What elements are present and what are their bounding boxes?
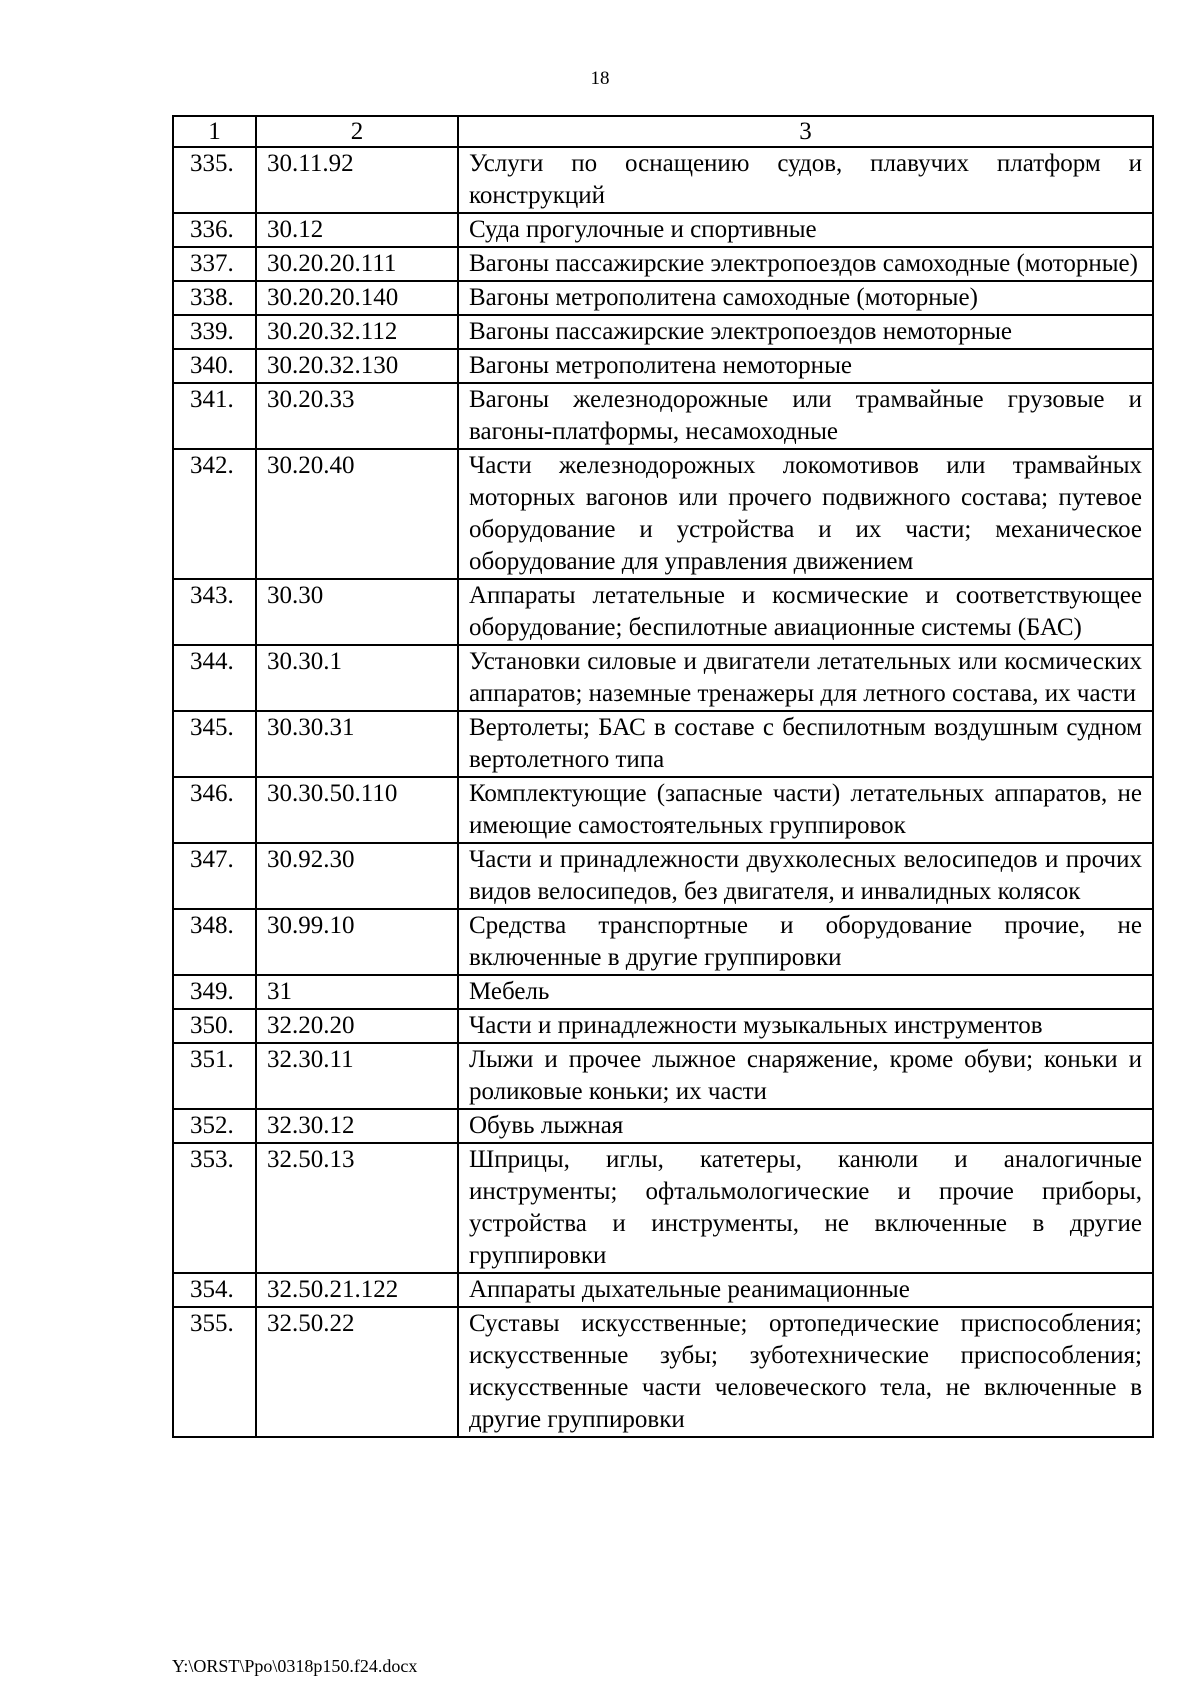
- row-description: Мебель: [458, 975, 1153, 1009]
- row-description: Средства транспортные и оборудование прочие, не включенные в другие группировки: [458, 909, 1153, 975]
- row-code: 32.50.13: [256, 1143, 458, 1273]
- row-number: 352.: [173, 1109, 256, 1143]
- table-row: [173, 777, 1153, 843]
- row-description: Вертолеты; БАС в составе с беспилотным воздушным судном вертолетного типа: [458, 711, 1153, 777]
- table-row: [173, 843, 1153, 909]
- row-number: 339.: [173, 315, 256, 349]
- row-number: 349.: [173, 975, 256, 1009]
- row-code: 30.20.40: [256, 449, 458, 579]
- row-number: 355.: [173, 1307, 256, 1437]
- header-col-2: 2: [256, 116, 458, 147]
- row-number: 337.: [173, 247, 256, 281]
- row-number: 342.: [173, 449, 256, 579]
- table-row: [173, 579, 1153, 645]
- row-code: 30.20.20.140: [256, 281, 458, 315]
- row-code: 30.99.10: [256, 909, 458, 975]
- row-description: Установки силовые и двигатели летательных или космических аппаратов; наземные тренажеры для летного состава, их части: [458, 645, 1153, 711]
- header-col-3: 3: [458, 116, 1153, 147]
- row-number: 336.: [173, 213, 256, 247]
- row-description: Шприцы, иглы, катетеры, канюли и аналогичные инструменты; офтальмологические и прочие приборы, устройства и инструменты, не включенные в другие группировки: [458, 1143, 1153, 1273]
- row-code: 30.30.31: [256, 711, 458, 777]
- table-row: [173, 449, 1153, 579]
- row-code: 31: [256, 975, 458, 1009]
- table-row: [173, 975, 1153, 1009]
- row-code: 32.30.12: [256, 1109, 458, 1143]
- row-number: 348.: [173, 909, 256, 975]
- row-description: Аппараты летательные и космические и соответствующее оборудование; беспилотные авиационные системы (БАС): [458, 579, 1153, 645]
- table-row: [173, 383, 1153, 449]
- row-number: 351.: [173, 1043, 256, 1109]
- row-code: 30.20.33: [256, 383, 458, 449]
- row-code: 32.50.22: [256, 1307, 458, 1437]
- row-description: Вагоны метрополитена немоторные: [458, 349, 1153, 383]
- row-description: Части и принадлежности двухколесных велосипедов и прочих видов велосипедов, без двигателя, и инвалидных колясок: [458, 843, 1153, 909]
- row-description: Обувь лыжная: [458, 1109, 1153, 1143]
- table-row: [173, 213, 1153, 247]
- table-row: [173, 315, 1153, 349]
- table-row: [173, 1043, 1153, 1109]
- row-number: 335.: [173, 147, 256, 213]
- row-description: Вагоны пассажирские электропоездов самоходные (моторные): [458, 247, 1153, 281]
- classifier-table: [172, 115, 1154, 1438]
- row-number: 350.: [173, 1009, 256, 1043]
- row-description: Комплектующие (запасные части) летательных аппаратов, не имеющие самостоятельных группировок: [458, 777, 1153, 843]
- row-description: Суставы искусственные; ортопедические приспособления; искусственные зубы; зуботехнические приспособления; искусственные части человеческого тела, не включенные в другие группировки: [458, 1307, 1153, 1437]
- page-number: 18: [590, 68, 610, 89]
- row-number: 347.: [173, 843, 256, 909]
- row-description: Вагоны железнодорожные или трамвайные грузовые и вагоны-платформы, несамоходные: [458, 383, 1153, 449]
- row-number: 353.: [173, 1143, 256, 1273]
- row-code: 32.50.21.122: [256, 1273, 458, 1307]
- row-code: 30.30: [256, 579, 458, 645]
- row-code: 30.12: [256, 213, 458, 247]
- table-row: [173, 1143, 1153, 1273]
- row-description: Вагоны метрополитена самоходные (моторные): [458, 281, 1153, 315]
- row-number: 340.: [173, 349, 256, 383]
- row-code: 30.11.92: [256, 147, 458, 213]
- row-code: 30.20.32.112: [256, 315, 458, 349]
- row-number: 344.: [173, 645, 256, 711]
- table-row: [173, 645, 1153, 711]
- row-number: 345.: [173, 711, 256, 777]
- table-row: [173, 1009, 1153, 1043]
- table-row: [173, 247, 1153, 281]
- row-code: 32.30.11: [256, 1043, 458, 1109]
- row-description: Лыжи и прочее лыжное снаряжение, кроме обуви; коньки и роликовые коньки; их части: [458, 1043, 1153, 1109]
- row-description: Суда прогулочные и спортивные: [458, 213, 1153, 247]
- table-row: [173, 1109, 1153, 1143]
- row-description: Аппараты дыхательные реанимационные: [458, 1273, 1153, 1307]
- row-number: 354.: [173, 1273, 256, 1307]
- header-col-1: 1: [173, 116, 256, 147]
- row-description: Вагоны пассажирские электропоездов немоторные: [458, 315, 1153, 349]
- row-description: Части железнодорожных локомотивов или трамвайных моторных вагонов или прочего подвижного состава; путевое оборудование и устройства и их части; механическое оборудование для управления движением: [458, 449, 1153, 579]
- row-number: 341.: [173, 383, 256, 449]
- row-number: 346.: [173, 777, 256, 843]
- table-row: [173, 147, 1153, 213]
- row-description: Услуги по оснащению судов, плавучих платформ и конструкций: [458, 147, 1153, 213]
- table-row: [173, 281, 1153, 315]
- footer-file-path: Y:\ORST\Ppo\0318p150.f24.docx: [172, 1656, 418, 1676]
- row-code: 30.20.32.130: [256, 349, 458, 383]
- row-code: 30.30.50.110: [256, 777, 458, 843]
- row-code: 30.92.30: [256, 843, 458, 909]
- row-code: 30.20.20.111: [256, 247, 458, 281]
- table-header-row: [173, 116, 1153, 147]
- row-description: Части и принадлежности музыкальных инструментов: [458, 1009, 1153, 1043]
- table-row: [173, 1307, 1153, 1437]
- row-code: 30.30.1: [256, 645, 458, 711]
- table-row: [173, 909, 1153, 975]
- table-row: [173, 349, 1153, 383]
- row-number: 343.: [173, 579, 256, 645]
- table-row: [173, 1273, 1153, 1307]
- row-code: 32.20.20: [256, 1009, 458, 1043]
- row-number: 338.: [173, 281, 256, 315]
- table-row: [173, 711, 1153, 777]
